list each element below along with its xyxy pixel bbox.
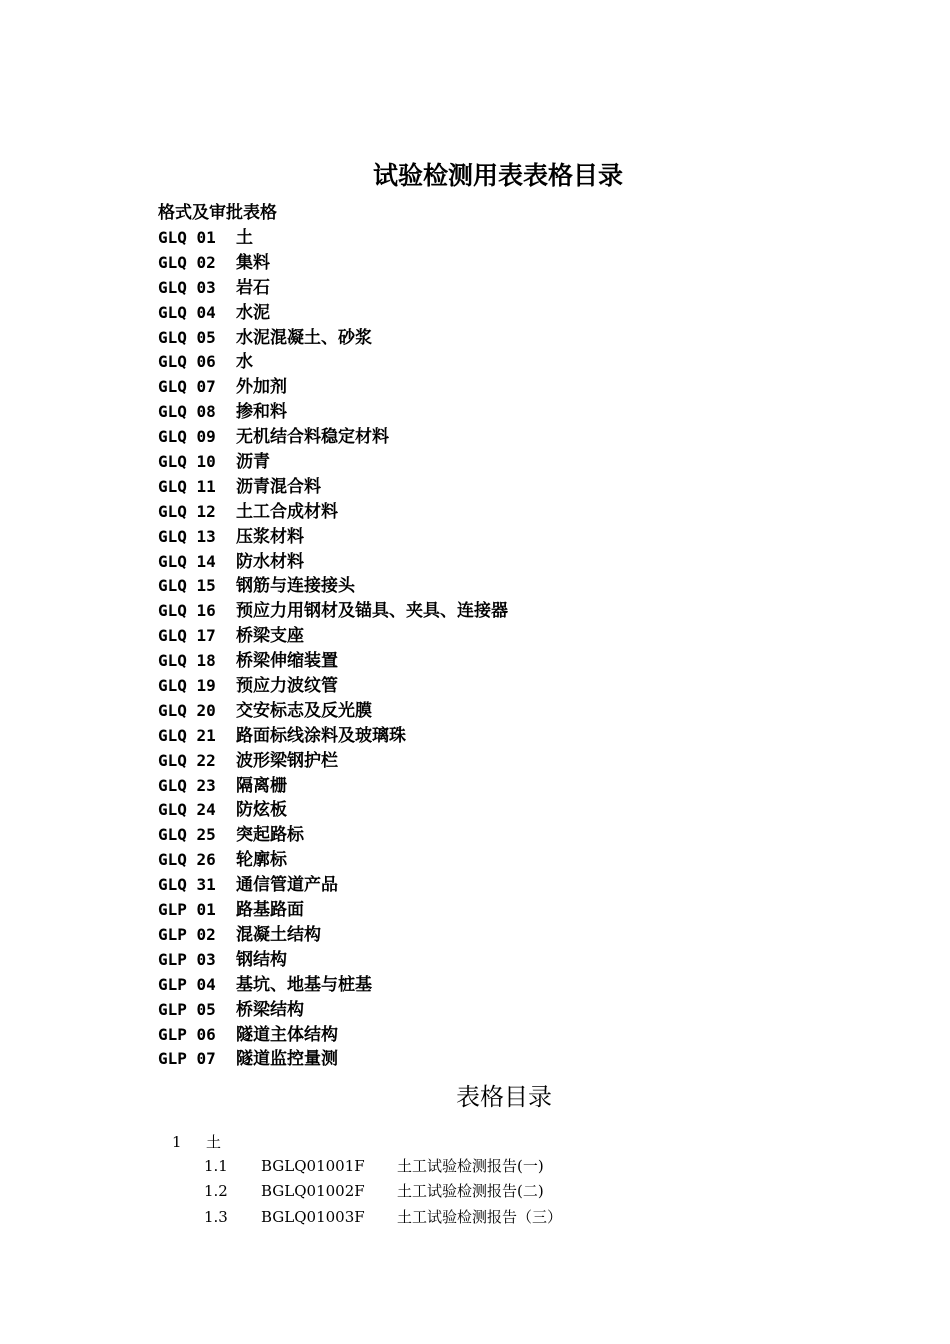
form-code: GLQ 10 — [158, 452, 216, 472]
form-code-list — [158, 226, 508, 1072]
form-code: GLQ 01 — [158, 228, 216, 247]
form-name: 桥梁支座 — [236, 626, 304, 647]
form-code: GLQ 02 — [158, 252, 216, 272]
code-list-item — [158, 998, 508, 1023]
form-code: GLQ 20 — [158, 700, 216, 720]
toc-row-number: 1.2 — [204, 1182, 228, 1201]
code-list-item — [158, 350, 508, 375]
toc-category-number: 1 — [172, 1133, 182, 1151]
toc-row-name: 土工试验检测报告(二) — [397, 1182, 544, 1201]
code-list-item — [158, 301, 508, 326]
code-list-item — [158, 276, 508, 301]
toc-row-number: 1.3 — [204, 1207, 228, 1226]
toc-subtitle: 表格目录 — [456, 1083, 552, 1111]
code-list-item — [158, 400, 508, 425]
code-list-item — [158, 375, 508, 400]
code-list-item — [158, 774, 508, 799]
form-code: GLQ 25 — [158, 825, 216, 845]
form-code: GLQ 12 — [158, 501, 216, 521]
form-name: 轮廓标 — [236, 850, 287, 871]
toc-category — [172, 1130, 562, 1154]
toc-row — [172, 1154, 562, 1179]
toc-row-number: 1.1 — [204, 1157, 228, 1175]
form-code: GLP 01 — [158, 900, 216, 920]
form-name: 外加剂 — [236, 377, 287, 398]
form-code: GLQ 11 — [158, 476, 216, 496]
form-name: 压浆材料 — [236, 526, 304, 547]
form-name: 隧道主体结构 — [236, 1024, 338, 1045]
code-list-item — [158, 226, 508, 251]
form-name: 预应力用钢材及锚具、夹具、连接器 — [236, 601, 508, 622]
form-code: GLQ 23 — [158, 775, 216, 795]
code-list-item — [158, 425, 508, 450]
form-code: GLQ 22 — [158, 750, 216, 770]
form-name: 沥青 — [236, 452, 270, 473]
code-list-item — [158, 749, 508, 774]
form-name: 水泥 — [236, 302, 270, 323]
toc-category-name: 土 — [206, 1133, 222, 1151]
code-list-item — [158, 624, 508, 649]
form-name: 路基路面 — [236, 900, 304, 921]
form-name: 防炫板 — [236, 800, 287, 821]
form-name: 土 — [236, 228, 253, 248]
form-code: GLQ 14 — [158, 551, 216, 571]
form-name: 隔离栅 — [236, 775, 287, 796]
form-code: GLQ 31 — [158, 875, 216, 895]
code-list-item — [158, 1047, 508, 1072]
form-code: GLP 03 — [158, 949, 216, 969]
form-name: 沥青混合料 — [236, 476, 321, 497]
code-list-item — [158, 674, 508, 699]
code-list-item — [158, 948, 508, 973]
toc-row-name: 土工试验检测报告(一) — [397, 1157, 544, 1175]
form-name: 混凝土结构 — [236, 924, 321, 945]
section-label: 格式及审批表格 — [158, 203, 277, 223]
form-code: GLQ 18 — [158, 651, 216, 671]
form-name: 通信管道产品 — [236, 875, 338, 896]
form-code: GLQ 21 — [158, 725, 216, 745]
form-code: GLQ 13 — [158, 526, 216, 546]
form-code: GLQ 24 — [158, 800, 216, 820]
document-title: 试验检测用表表格目录 — [372, 161, 623, 190]
code-list-item — [158, 699, 508, 724]
toc-row-code: BGLQ01003F — [261, 1207, 365, 1226]
form-code: GLP 05 — [158, 999, 216, 1019]
form-name: 集料 — [236, 252, 270, 273]
code-list-item — [158, 326, 508, 351]
code-list-item — [158, 973, 508, 998]
form-code: GLQ 06 — [158, 352, 216, 372]
code-list-item — [158, 251, 508, 276]
code-list-item — [158, 898, 508, 923]
code-list-item — [158, 574, 508, 599]
form-name: 无机结合料稳定材料 — [236, 427, 389, 448]
form-name: 隧道监控量测 — [236, 1049, 338, 1070]
form-name: 岩石 — [236, 277, 270, 298]
form-name: 波形梁钢护栏 — [236, 750, 338, 771]
form-name: 土工合成材料 — [236, 501, 338, 522]
code-list-item — [158, 500, 508, 525]
form-code: GLQ 04 — [158, 302, 216, 322]
form-code: GLQ 09 — [158, 427, 216, 447]
toc-row — [172, 1205, 562, 1230]
code-list-item — [158, 823, 508, 848]
form-name: 路面标线涂料及玻璃珠 — [236, 725, 406, 746]
form-code: GLQ 03 — [158, 277, 216, 297]
toc-row — [172, 1179, 562, 1204]
code-list-item — [158, 923, 508, 948]
form-name: 钢筋与连接接头 — [236, 576, 355, 597]
form-code: GLQ 15 — [158, 576, 216, 596]
code-list-item — [158, 848, 508, 873]
code-list-item — [158, 525, 508, 550]
form-name: 掺和料 — [236, 402, 287, 423]
form-code: GLQ 19 — [158, 676, 216, 696]
toc-row-name: 土工试验检测报告（三） — [397, 1207, 563, 1226]
code-list-item — [158, 599, 508, 624]
form-name: 基坑、地基与桩基 — [236, 974, 372, 995]
form-name: 交安标志及反光膜 — [236, 700, 372, 721]
toc-row-code: BGLQ01001F — [261, 1157, 365, 1175]
form-name: 水 — [236, 352, 253, 373]
form-name: 预应力波纹管 — [236, 676, 338, 697]
form-code: GLQ 08 — [158, 402, 216, 422]
form-name: 防水材料 — [236, 551, 304, 572]
form-code: GLP 07 — [158, 1049, 216, 1069]
form-name: 钢结构 — [236, 949, 287, 970]
form-name: 桥梁伸缩装置 — [236, 651, 338, 672]
form-name: 水泥混凝土、砂浆 — [236, 327, 372, 348]
code-list-item — [158, 724, 508, 749]
form-code: GLQ 16 — [158, 601, 216, 621]
code-list-item — [158, 1023, 508, 1048]
form-name: 桥梁结构 — [236, 999, 304, 1020]
code-list-item — [158, 550, 508, 575]
form-name: 突起路标 — [236, 825, 304, 846]
form-code: GLQ 07 — [158, 377, 216, 397]
code-list-item — [158, 649, 508, 674]
code-list-item — [158, 873, 508, 898]
form-code: GLP 02 — [158, 924, 216, 944]
form-code: GLQ 05 — [158, 327, 216, 347]
code-list-item — [158, 475, 508, 500]
toc-row-code: BGLQ01002F — [261, 1182, 365, 1201]
code-list-item — [158, 798, 508, 823]
form-code: GLQ 26 — [158, 850, 216, 870]
form-code: GLQ 17 — [158, 626, 216, 646]
code-list-item — [158, 450, 508, 475]
table-of-contents — [172, 1130, 562, 1230]
form-code: GLP 06 — [158, 1024, 216, 1044]
form-code: GLP 04 — [158, 974, 216, 994]
